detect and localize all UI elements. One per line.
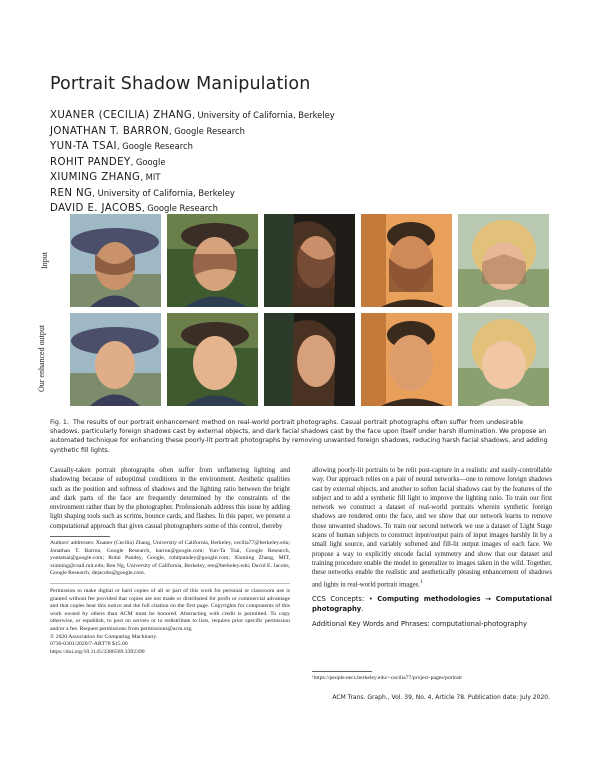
- author-entry: [50, 155, 550, 171]
- journal-footer: ACM Trans. Graph., Vol. 39, No. 4, Article 78. Publication date: July 2020.: [332, 694, 550, 701]
- ccs-label: CCS Concepts: •: [312, 595, 373, 604]
- caption-label: Fig. 1.: [50, 419, 69, 426]
- abstract-right-text: allowing poorly-lit portraits to be relit post-capture in a realistic and easily-controllable way. Our approach relies on a pair of neural networks—one to remove foreign shadows cast by external objects, and another to soften facial shadows cast by the features of the subject and to add a synthetic fill light to improve the lighting ratio. To train our first network we construct a dataset of real-world portraits wherein synthetic foreign shadows are rendered onto the face, and we show that our network learns to remove those unwanted shadows. To train our second network we use a dataset of Light Stage scans of human subjects to construct input/output pairs of input images harshly lit by a small light source, and variably softened and fill-lit output images of each face. We propose a way to explicitly encode facial symmetry and show that our dataset and training procedure enable the model to generalize to images taken in the wild. Together, these networks enable the realistic and aesthetically pleasing enhancement of shadows and lights in real-world portrait images.: [312, 467, 552, 588]
- input-photo-5: [458, 214, 549, 307]
- ccs-concept-text: Computing methodologies → Computational photography: [312, 595, 552, 613]
- input-photo-2: [167, 214, 258, 307]
- left-column: [50, 466, 290, 656]
- footnote-rule: [312, 671, 372, 672]
- author-affiliation: , Google Research: [168, 125, 245, 136]
- input-photo-3: [264, 214, 355, 307]
- author-entry: [50, 108, 550, 124]
- author-entry: [50, 170, 550, 186]
- output-photo-2: [167, 313, 258, 406]
- author-name: REN NG: [50, 187, 93, 199]
- permission-notice: Permission to make digital or hard copies of all or part of this work for personal or classroom use is granted without fee provided that copies are not made or distributed for profit or commercial advantage and that copies bear this notice and the full citation on the first page. Copyrights for components of this work owned by others than ACM must be honored. Abstracting with credit is permitted. To copy otherwise, or republish, to post on servers or to redistribute to lists, requires prior specific permission and/or a fee. Request permissions from permissions@acm.org.: [50, 588, 290, 633]
- issn-line: 0730-0301/2020/7-ART78 $15.00: [50, 641, 128, 648]
- abstract-right: [312, 466, 552, 589]
- ccs-end: .: [361, 604, 364, 613]
- doi-link[interactable]: https://doi.org/10.1145/3386569.3392390: [50, 648, 145, 655]
- author-affiliation: , Google Research: [141, 203, 218, 213]
- author-name: ROHIT PANDEY: [50, 156, 131, 168]
- author-affiliation: , Google: [130, 156, 166, 167]
- input-photo-4: [361, 214, 452, 307]
- author-name: DAVID E. JACOBS: [50, 203, 142, 214]
- caption-text: The results of our portrait enhancement method on real-world portrait photographs. Casual portrait photographs often suffer from undesirable shadows, particularly foreign shadows cast by external objects, and dark facial shadows cast by the face upon itself under harsh illumination. We propose an automated technique for enhancing these poorly-lit portrait photographs by removing unwanted foreign shadows, reducing harsh facial shadows, and adding synthetic fill lights.: [50, 419, 548, 454]
- output-photo-1: [70, 313, 161, 406]
- output-photo-5: [458, 313, 549, 406]
- ccs-concepts: [312, 595, 552, 614]
- footnote-marker: 1: [419, 579, 423, 585]
- output-photo-3: [264, 313, 355, 406]
- keywords: Additional Key Words and Phrases: computational-photography: [312, 619, 527, 628]
- figure-caption: [50, 418, 550, 455]
- author-name: YUN-TA TSAI: [50, 141, 117, 152]
- paper-title: Portrait Shadow Manipulation: [50, 74, 311, 94]
- footnote-url[interactable]: ¹https://people.eecs.berkeley.edu/~cecilia77/project-pages/portrait: [312, 675, 462, 682]
- author-affiliation: , MIT: [140, 172, 161, 182]
- abstract-left: Casually-taken portrait photographs often suffer from unflattering lighting and shadowing because of suboptimal conditions in the environment. Aesthetic qualities such as the position and softness of shadows and the lighting ratio between the bright and dark parts of the face are frequently determined by the constraints of the environment rather than by the photographer. Professionals address this issue by adding light shaping tools such as scrims, bounce cards, and flashes. In this paper, we present a computational approach that gives casual photographers some of this control, thereby: [50, 467, 290, 530]
- author-list: [50, 108, 550, 217]
- author-affiliation: , Google Research: [116, 141, 193, 151]
- author-affiliation: , University of California, Berkeley: [92, 187, 235, 198]
- author-name: XIUMING ZHANG: [50, 172, 141, 183]
- copyright-line: © 2020 Association for Computing Machinery.: [50, 633, 158, 640]
- right-column: [312, 466, 552, 683]
- separator-rule: [50, 583, 290, 584]
- row-label-input: Input: [39, 252, 49, 269]
- output-photo-4: [361, 313, 452, 406]
- input-photo-1: [70, 214, 161, 307]
- author-entry: [50, 139, 550, 155]
- author-entry: [50, 186, 550, 202]
- author-name: JONATHAN T. BARRON: [50, 125, 169, 137]
- author-affiliation: , University of California, Berkeley: [192, 110, 335, 120]
- separator-rule: [50, 536, 110, 537]
- author-name: XUANER (CECILIA) ZHANG: [50, 110, 193, 121]
- figure-1: [37, 214, 550, 410]
- author-addresses: Authors' addresses: Xuaner (Cecilia) Zhang, University of California, Berkeley, cecilia77@berkeley.edu; Jonathan T. Barron, Google Research, barron@google.com; Yun-Ta Tsai, Google Research, yuntatsai@google.com; Rohit Pandey, Google, rohitpandey@google.com; Xiuming Zhang, MIT, xiuming@csail.mit.edu; Ren Ng, University of California, Berkeley, ren@berkeley.edu; David E. Jacobs, Google Research, dejacobs@google.com.: [50, 540, 290, 577]
- author-entry: [50, 124, 550, 140]
- row-label-output: Our enhanced output: [37, 324, 47, 393]
